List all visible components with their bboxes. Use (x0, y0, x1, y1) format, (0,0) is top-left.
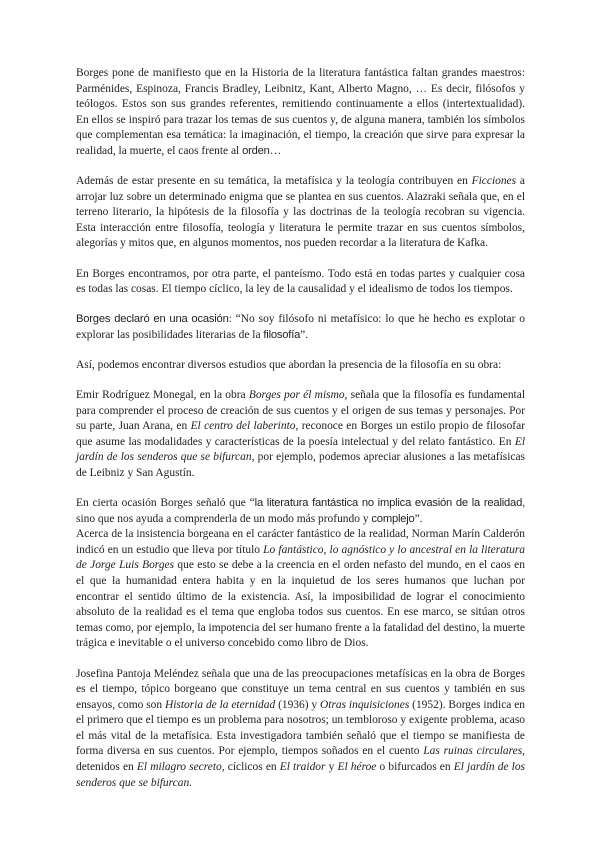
paragraph-pantoja-melendez (76, 667, 525, 792)
text: ”. (300, 328, 309, 341)
paragraph-marin-calderon (76, 527, 525, 652)
text: Josefina Pantoja Meléndez señala que una de las preocupaciones metafísicas en la obra de Borges es el tiempo, tópico borgeano que constituye un tema central en sus cuentos y también en sus ensayos, como son (76, 667, 525, 711)
text: complejo (371, 512, 415, 525)
text: que esto se debe a la creencia en el orden nefasto del mundo, en el caos en el que la humanidad entera habita y en la inquietud de los seres humanos que luchan por encontrar el sentido último de la existencia. Así, la imposibilidad de lograr el conocimiento absoluto de la realidad es el tema que engloba todos sus cuentos. En ese marco, se sitúan otros temas como, por ejemplo, la impotencia del ser humano frente a la fatalidad del destino, la muerte trágica e inevitable o el universo concebido como libro de Dios. (76, 559, 525, 650)
text: a arrojar luz sobre un determinado enigma que se plantea en sus cuentos. Alazraki señala que, en el terreno literario, la hipótesis de la filosofía y las doctrinas de la teología recobran su vigencia. Esta interacción entre filosofía, teología y literatura le permite trazar en sus cuentos símbolos, alegorías y mitos que, en algunos momentos, nos pueden recordar a la literatura de Kafka. (76, 175, 525, 250)
text: : “No soy filósofo ni metafísico: lo que he hecho es explotar o explorar las posibilidades literarias de la (76, 313, 525, 341)
text: En cierta ocasión Borges señaló que “ (76, 497, 255, 510)
book-title: El héroe (337, 761, 377, 774)
paragraph-borges-quote (76, 312, 525, 343)
text: señala que la filosofía es fundamental para comprender el proceso de creación de sus cuentos y el origen de sus temas y personajes. Por su parte, Juan Arana, en (76, 389, 525, 433)
book-title: Ficciones (471, 175, 517, 188)
text: filosofía (263, 328, 301, 341)
book-title: El centro del laberinto, (190, 420, 299, 433)
book-title: El traidor (279, 761, 326, 774)
text: detenidos en (76, 761, 137, 774)
book-title: Lo fantástico, lo agnóstico y lo ancestral en la literatura de Jorge Luis Borges (76, 543, 525, 572)
text: Además de estar presente en su temática, la metafísica y la teología contribuyen en (76, 175, 472, 188)
paragraph-missing-masters (76, 66, 525, 160)
book-title: El jardín de los senderos que se bifurcan. (76, 761, 525, 789)
text: (1936) y (275, 698, 320, 711)
text: Emir Rodríguez Monegal, en la obra (76, 389, 249, 401)
text: la literatura fantástica no implica evasión de la realidad, (254, 497, 525, 510)
paragraph-pantheism: En Borges encontramos, por otra parte, el panteísmo. Todo está en todas partes y cualquier cosa es todas las cosas. El tiempo cíclico, la ley de la causalidad y el idealismo de todos los tiempos. (76, 267, 525, 296)
book-title: Borges por él mismo, (248, 389, 348, 401)
paragraph-studies-intro: Así, podemos encontrar diversos estudios que abordan la presencia de la filosofía en su obra: (76, 358, 502, 371)
text: ”. (414, 512, 423, 525)
paragraph-fantastic-literature (76, 496, 525, 527)
text: y (325, 761, 338, 774)
text: Borges pone de manifiesto que en la Historia de la literatura fantástica faltan grandes maestros: Parménides, Espinoza, Francis Bradley, Leibnitz, Kant, Alberto Magno, … Es decir, filósofos y teólogos. Estos son sus grandes referentes, remitiendo continuamente a ellos (intertextualidad). En ellos se inspiró para trazar los temas de sus cuentos y, de alguna manera, también los símbolos que complementan esa temática: la imaginación, el tiempo, la creación que sirve para expresar la realidad, la muerte, el caos frente al (76, 67, 525, 157)
text: o bifurcados en (376, 761, 454, 774)
text: orden (242, 144, 270, 157)
text: (1952). Borges indica en el primero que el tiempo es un problema para nosotros; un tembloroso y exigente problema, acaso el más vital de la metafísica. Esta investigadora también señaló que el tiempo se manifiesta de forma diversa en sus cuentos. Por ejemplo, tiempos soñados en el cuento (76, 698, 526, 758)
book-title: El milagro secreto, (136, 761, 225, 774)
book-title: Las ruinas circulares, (423, 745, 526, 758)
text: … (269, 144, 282, 157)
paragraph-metaphysics-theology (76, 174, 525, 252)
text: por ejemplo, podemos apreciar alusiones a las metafísicas de Leibniz y San Agustín. (76, 451, 525, 479)
text: reconoce en Borges un estilo propio de filosofar que asume las modalidades y características de la poesía intelectual y del relato fantástico. En (76, 420, 525, 448)
paragraph-monegal-arana (76, 388, 525, 482)
text: cíclicos en (224, 761, 280, 774)
book-title: Historia de la eternidad (164, 698, 276, 711)
book-title: El jardín de los senderos que se bifurcan, (76, 435, 525, 464)
book-title: Otras inquisiciones (320, 698, 410, 711)
text: Acerca de la insistencia borgeana en el carácter fantástico de la realidad, Norman Marín Calderón indicó en un estudio que lleva por título (76, 528, 525, 556)
text: Borges declaró en una ocasión (76, 313, 229, 326)
text: sino que nos ayuda a comprenderla de un modo más profundo y (76, 512, 372, 525)
